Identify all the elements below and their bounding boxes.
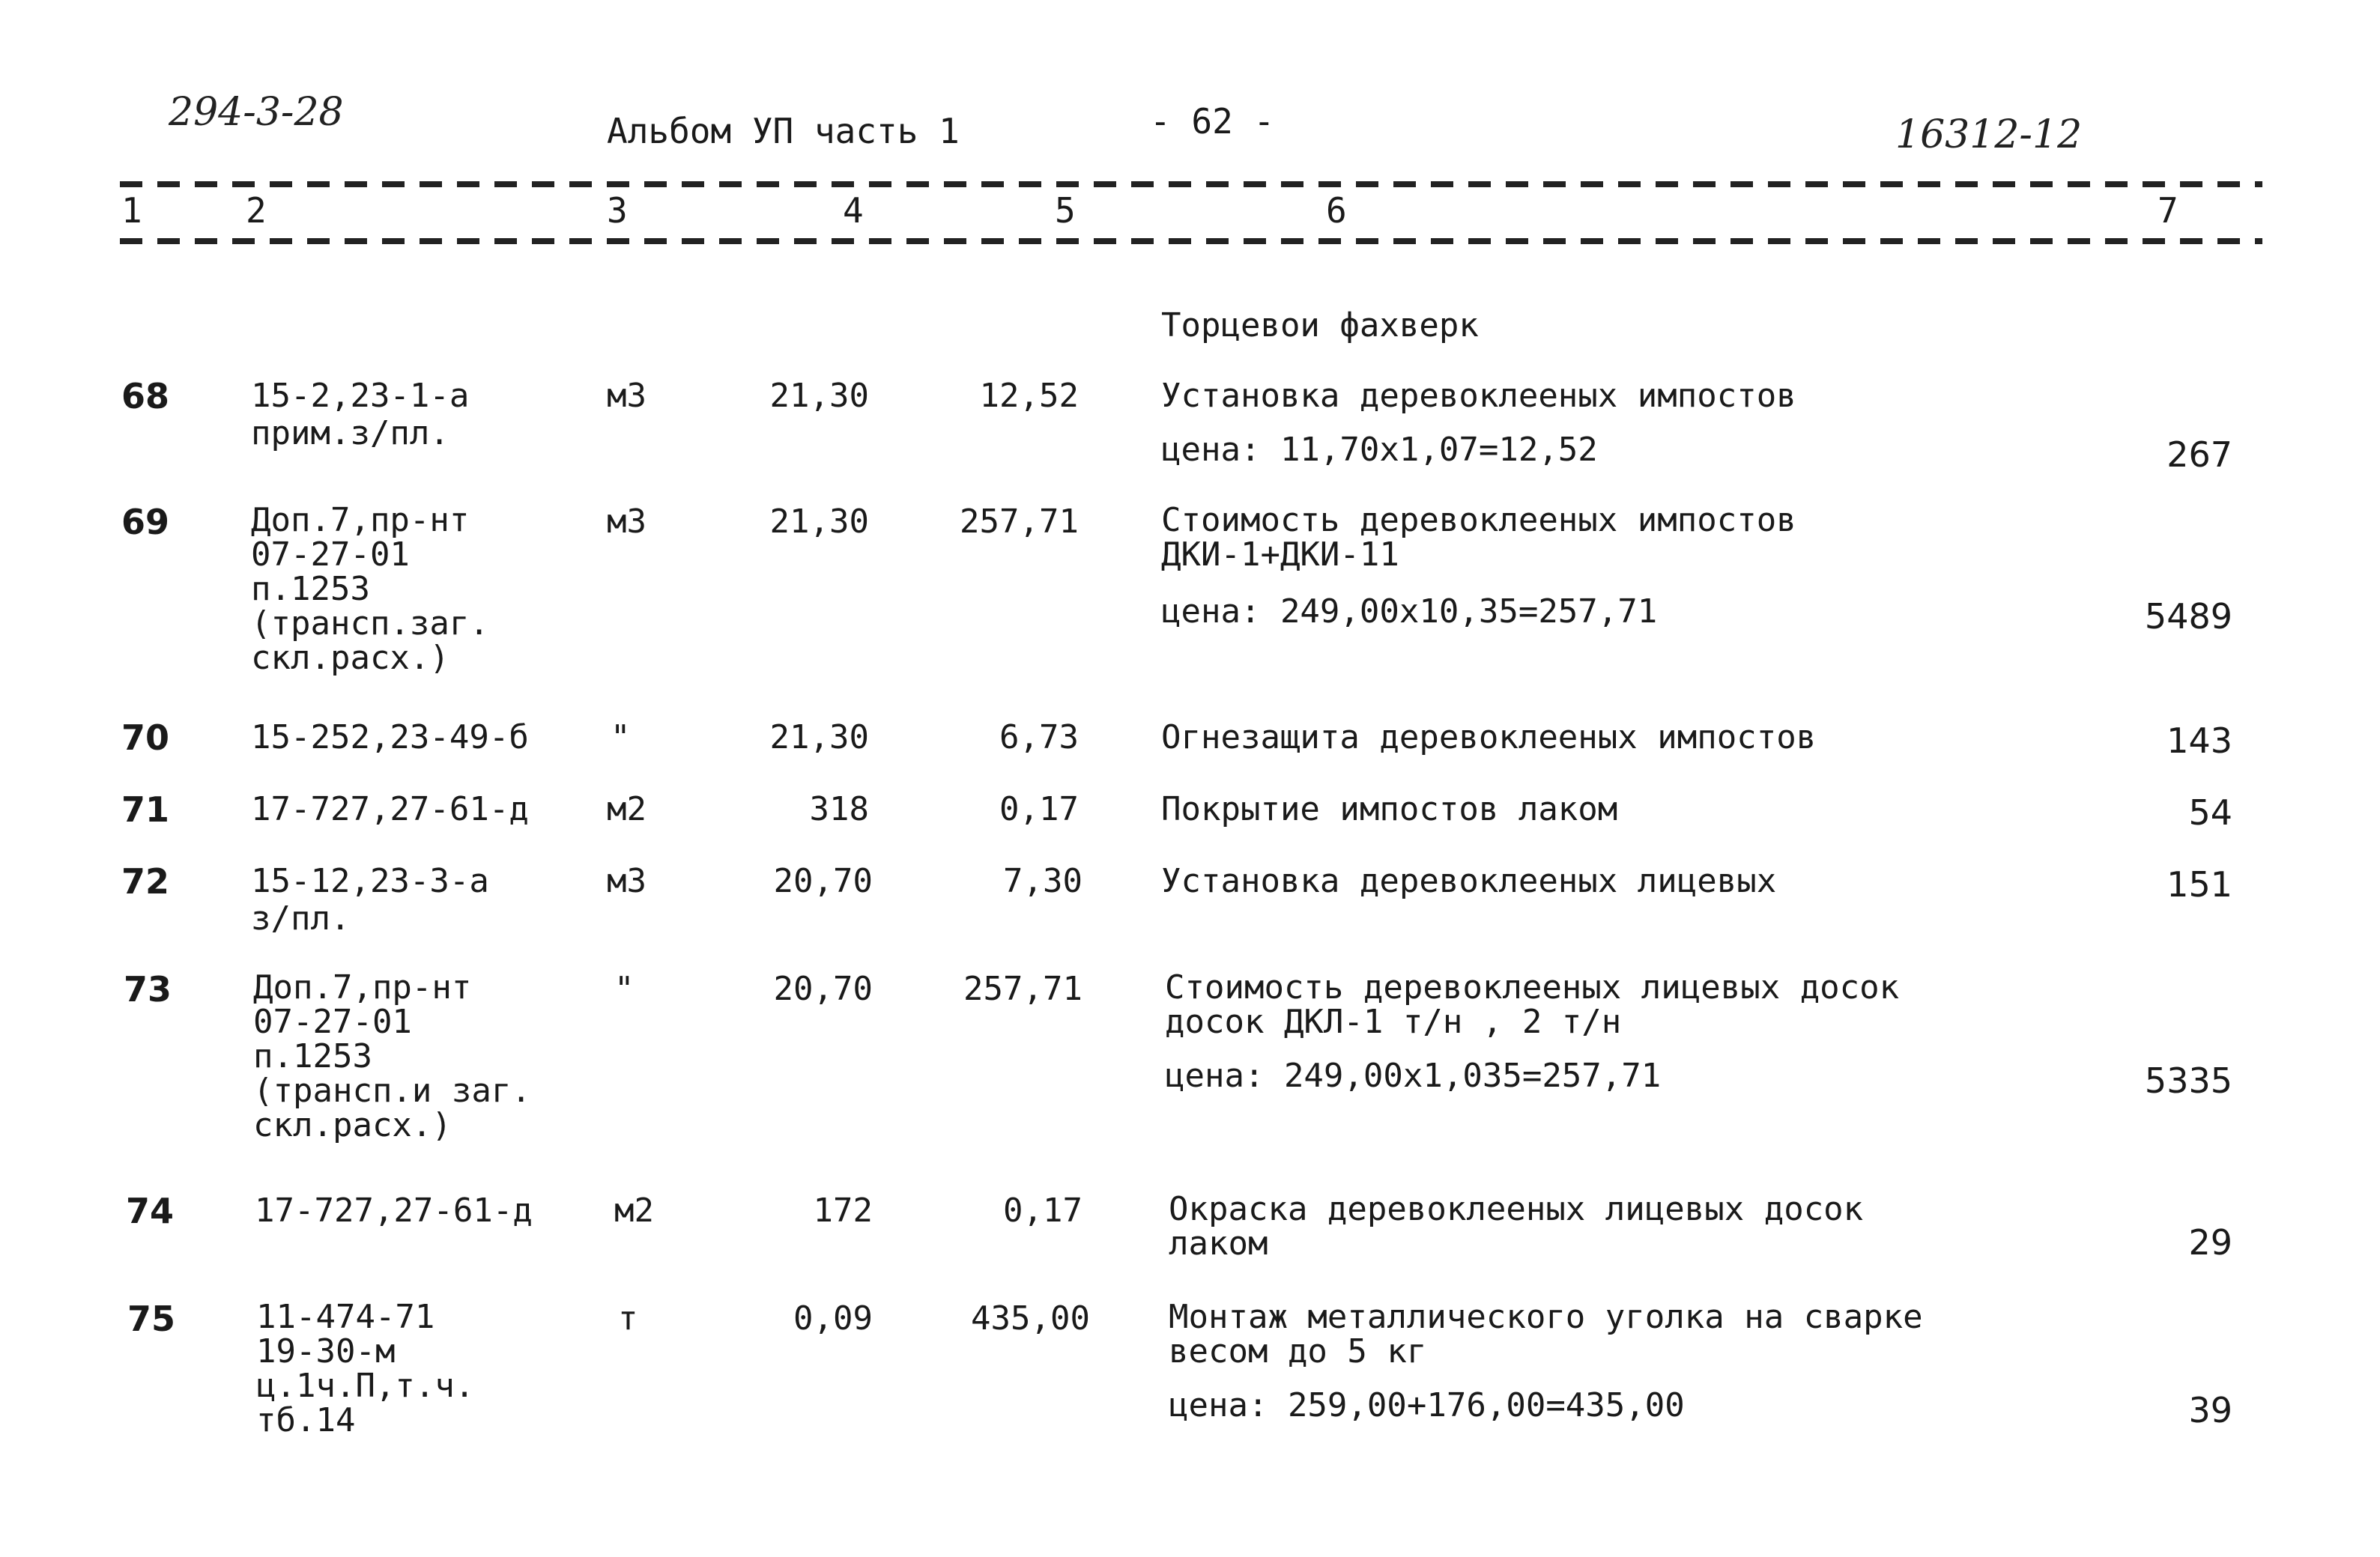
row-total: 54 [2188, 792, 2232, 833]
row-qty: 20,70 [773, 970, 873, 1008]
row-unit: " [611, 718, 631, 756]
row-number: 73 [124, 969, 172, 1010]
row-price: 0,17 [999, 790, 1079, 828]
row-qty: 20,70 [773, 862, 873, 900]
row-code: 15-2,23-1-а прим.з/пл. [251, 377, 470, 452]
row-number: 74 [126, 1191, 175, 1231]
row-qty: 172 [813, 1192, 873, 1230]
row-price: 12,52 [979, 377, 1079, 415]
row-number: 75 [127, 1299, 176, 1339]
row-qty: 318 [809, 790, 869, 828]
row-price: 6,73 [999, 718, 1079, 756]
col-num-1: 1 [121, 190, 142, 231]
row-total: 39 [2188, 1390, 2232, 1430]
row-price: 257,71 [963, 970, 1082, 1008]
row-price: 7,30 [1003, 862, 1082, 900]
row-description: Монтаж металлического уголка на сварке весом до 5 кг [1169, 1298, 1923, 1371]
col-num-4: 4 [843, 190, 864, 231]
row-number: 70 [121, 717, 170, 758]
row-price: 0,17 [1003, 1192, 1082, 1230]
col-num-3: 3 [607, 190, 628, 231]
row-code: 15-12,23-3-а з/пл. [251, 862, 489, 938]
row-total: 143 [2166, 720, 2232, 761]
row-price: 257,71 [960, 503, 1079, 541]
row-unit: " [614, 970, 635, 1008]
row-description: Стоимость деревоклееных лицевых досок досок ДКЛ-1 т/н , 2 т/н [1165, 968, 1900, 1041]
row-price-calc: цена: 249,00х10,35=257,71 [1161, 592, 1658, 631]
row-qty: 21,30 [769, 377, 869, 415]
header-rule-top [120, 181, 2262, 187]
col-num-5: 5 [1055, 190, 1076, 231]
header-rule-bottom [120, 238, 2262, 244]
handwritten-sheet-code: 16312-12 [1895, 112, 2083, 157]
section-title: Торцевои фахверк [1161, 306, 1479, 345]
row-description: Стоимость деревоклееных импостов ДКИ-1+ДКИ-11 [1161, 501, 1796, 574]
row-number: 69 [121, 502, 170, 542]
row-description: Огнезащита деревоклееных импостов [1161, 718, 1817, 756]
row-total: 29 [2188, 1222, 2232, 1263]
row-price-calc: цена: 249,00х1,035=257,71 [1165, 1057, 1662, 1095]
row-number: 71 [121, 789, 170, 830]
row-code: 15-252,23-49-б [251, 718, 529, 756]
handwritten-doc-code: 294-3-28 [169, 90, 344, 135]
row-code: 11-474-71 19-30-м ц.1ч.П,т.ч. тб.14 [256, 1298, 475, 1439]
row-unit: м2 [607, 790, 647, 828]
row-price-calc: цена: 11,70х1,07=12,52 [1161, 431, 1598, 469]
col-num-2: 2 [246, 190, 267, 231]
row-number: 72 [121, 861, 170, 902]
row-qty: 21,30 [769, 718, 869, 756]
album-title: Альбом УП часть 1 [607, 111, 960, 151]
row-total: 5335 [2144, 1060, 2232, 1101]
row-description: Установка деревоклееных импостов [1161, 377, 1796, 415]
row-total: 151 [2166, 864, 2232, 905]
row-unit: м3 [607, 377, 647, 415]
row-total: 267 [2166, 434, 2232, 475]
row-code: Доп.7,пр-нт 07-27-01 п.1253 (трансп.и заг. скл.расх.) [253, 968, 531, 1144]
row-unit: т [618, 1299, 638, 1338]
row-description: Установка деревоклееных лицевых [1161, 862, 1777, 900]
row-code: 17-727,27-61-д [255, 1192, 533, 1230]
row-code: Доп.7,пр-нт 07-27-01 п.1253 (трансп.заг. скл.расх.) [251, 501, 489, 677]
page-number: - 62 - [1150, 101, 1275, 142]
col-num-6: 6 [1326, 190, 1347, 231]
row-code: 17-727,27-61-д [251, 790, 529, 828]
row-description: Окраска деревоклееных лицевых досок лаком [1169, 1190, 1864, 1263]
row-price-calc: цена: 259,00+176,00=435,00 [1169, 1386, 1685, 1424]
row-description: Покрытие импостов лаком [1161, 790, 1618, 828]
row-number: 68 [121, 376, 170, 416]
row-price: 435,00 [971, 1299, 1090, 1338]
row-qty: 0,09 [793, 1299, 873, 1338]
row-unit: м3 [607, 862, 647, 900]
col-num-7: 7 [2158, 190, 2178, 231]
row-unit: м3 [607, 503, 647, 541]
row-total: 5489 [2144, 596, 2232, 637]
row-unit: м2 [614, 1192, 654, 1230]
row-qty: 21,30 [769, 503, 869, 541]
